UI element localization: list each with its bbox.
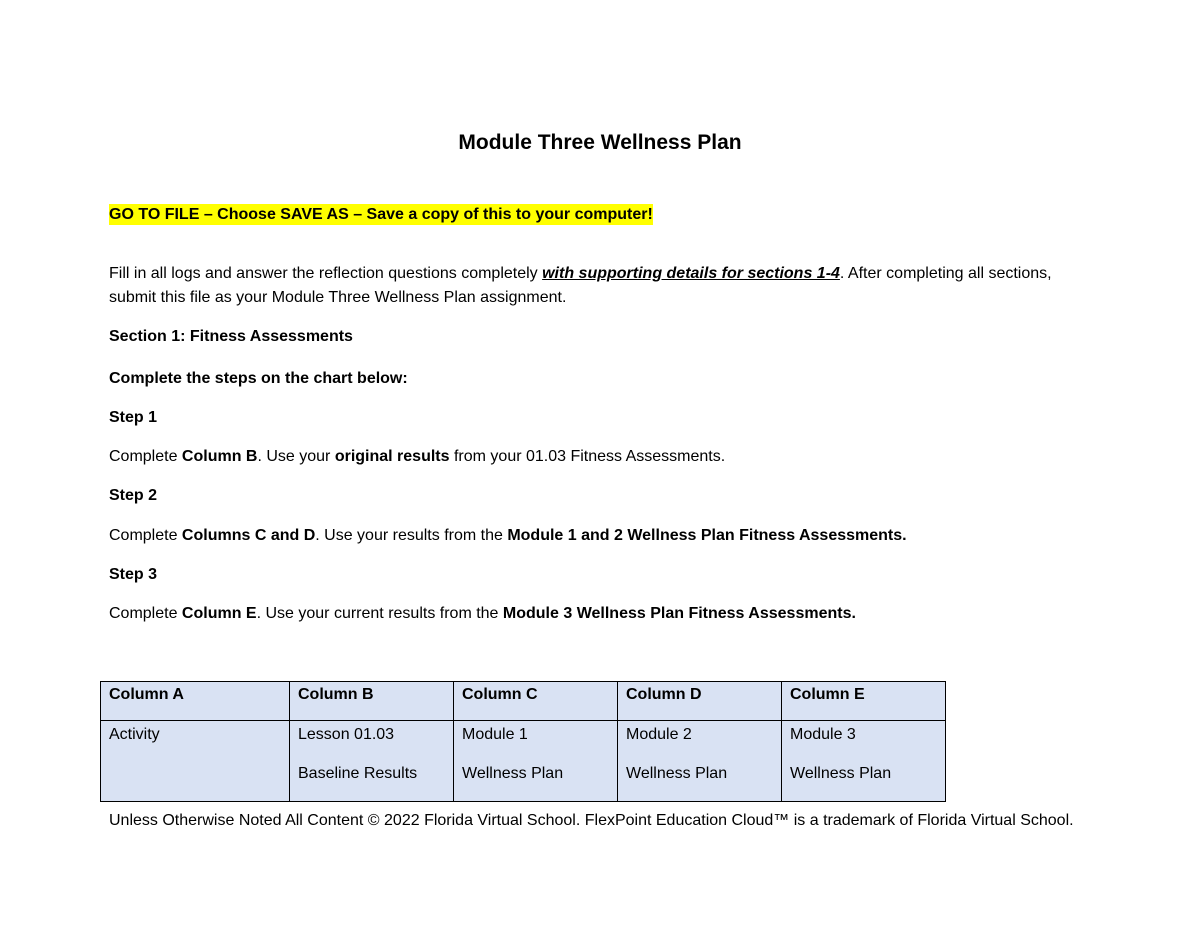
header-column-b: Column B (290, 682, 454, 721)
step2-heading: Step 2 (109, 487, 158, 504)
cell-line2: Baseline Results (298, 765, 418, 782)
cell-column-b[interactable] (290, 721, 454, 802)
step1-part: . Use your (257, 448, 335, 465)
cell-column-c[interactable] (454, 721, 618, 802)
step3-part-bold: Column E (181, 605, 257, 622)
step3-text (109, 603, 856, 625)
cell-column-e[interactable] (782, 721, 946, 802)
section1-heading: Section 1: Fitness Assessments (109, 328, 353, 345)
header-column-c: Column C (454, 682, 618, 721)
step1-part-bold: original results (334, 448, 450, 465)
document-title: Module Three Wellness Plan (458, 131, 742, 154)
intro-paragraph (109, 262, 1099, 310)
intro-text-after: . After completing all sections, submit this file as your Module Three Wellness Plan assignment. (109, 265, 1052, 306)
table-row (101, 721, 946, 802)
cell-line2: Wellness Plan (626, 765, 728, 782)
step1-text (109, 446, 725, 468)
intro-text-before: Fill in all logs and answer the reflection questions completely (109, 265, 543, 282)
step3-part: . Use your current results from the (256, 605, 503, 622)
cell-column-a[interactable] (101, 721, 290, 802)
cell-line2: Wellness Plan (462, 765, 564, 782)
cell-line1: Activity (109, 726, 160, 743)
step1-part: from your 01.03 Fitness Assessments. (449, 448, 726, 465)
intro-emphasis: with supporting details for sections 1-4 (542, 265, 840, 282)
header-column-a: Column A (101, 682, 290, 721)
step2-part: Complete (109, 527, 182, 544)
step1-part-bold: Column B (181, 448, 258, 465)
step3-heading: Step 3 (109, 566, 158, 583)
step1-part: Complete (109, 448, 182, 465)
step2-part-bold: Module 1 and 2 Wellness Plan Fitness Assessments. (507, 527, 907, 544)
header-column-d: Column D (618, 682, 782, 721)
cell-line1: Module 3 (790, 726, 856, 743)
cell-line1: Module 2 (626, 726, 692, 743)
step1-heading: Step 1 (109, 409, 158, 426)
step3-part-bold: Module 3 Wellness Plan Fitness Assessments. (502, 605, 856, 622)
step2-text (109, 525, 907, 547)
fitness-assessment-table (100, 681, 946, 802)
chart-prompt: Complete the steps on the chart below: (109, 370, 408, 387)
step2-part-bold: Columns C and D (181, 527, 316, 544)
save-instruction: GO TO FILE – Choose SAVE AS – Save a copy of this to your computer! (109, 206, 653, 223)
cell-line2: Wellness Plan (790, 765, 892, 782)
step3-part: Complete (109, 605, 182, 622)
table-header-row (101, 682, 946, 721)
step2-part: . Use your results from the (315, 527, 508, 544)
cell-line1: Module 1 (462, 726, 528, 743)
copyright-footer: Unless Otherwise Noted All Content © 2022 Florida Virtual School. FlexPoint Education Cloud™ is a trademark of Florida Virtual School. (109, 812, 1074, 829)
cell-column-d[interactable] (618, 721, 782, 802)
cell-line1: Lesson 01.03 (298, 726, 395, 743)
header-column-e: Column E (782, 682, 946, 721)
